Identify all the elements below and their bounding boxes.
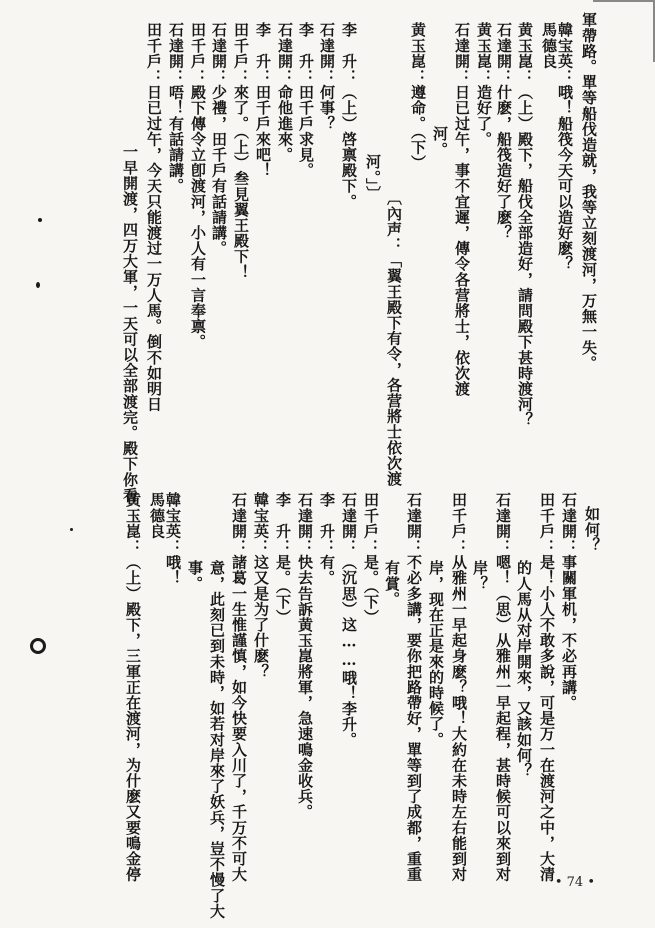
text-column: 韓宝英：哦！ (164, 492, 182, 586)
text-column: 石達開：命他進來。 (276, 22, 294, 163)
text-column: 黄玉崑：（上）殿下，船伐全部造好，請問殿下甚時渡河？ (516, 22, 534, 428)
text-column: 田千戶：來了。（上）叁見翼王殿下！ (232, 22, 250, 280)
text-column: 〔內声：「翼王殿下有令，各营將士依次渡 (385, 190, 403, 487)
text-column: 馬德良 (540, 22, 558, 69)
text-column: 軍帶路。單等船伐造就，我等立刻渡河，万無一失。 (580, 12, 598, 371)
punch-hole-mark (30, 638, 46, 654)
text-column: 黄玉崑：遵命。（下） (409, 22, 427, 171)
scan-speck (70, 528, 73, 531)
text-column: 韓宝英：这又是为了什麽？ (252, 492, 270, 680)
text-column: 河。 (431, 126, 449, 158)
text-column: 石達開：諸葛一生惟謹慎，如今快要入川了，千万不可大 (230, 492, 248, 882)
scan-speck (38, 218, 42, 222)
text-column: 韓宝英：哦！船筏今天可以造好麽？ (556, 22, 574, 272)
text-column: 黄玉崑：（上）殿下，三軍正在渡河，为什麽又要鳴金停 (124, 492, 142, 882)
text-column: 如何？ (583, 506, 601, 553)
text-column: 石達開：嗯！（思）从雅州一早起程，甚時候可以來到对 (494, 492, 512, 882)
text-column: 黄玉崑：造好了。 (475, 22, 493, 147)
text-column: 石達開：何事？ (318, 22, 336, 132)
text-column: 田千戶：是。（下） (362, 492, 380, 625)
text-column: 有賞。 (383, 560, 401, 607)
text-column: 意，此刻已到未時，如若对岸來了妖兵，豈不慢了大 (208, 560, 226, 919)
text-column: 岸，现在正是來的時候了。 (427, 560, 445, 748)
text-column: 李 升：（上）啓禀殿下。 (340, 22, 358, 210)
text-column: 事。 (186, 560, 204, 592)
text-column: 石達開：不必多講，要你把路帶好，單等到了成都，重重 (405, 492, 423, 882)
text-column: 石達開：什麽，船筏造好了麽？ (495, 22, 513, 241)
page-number: • 74 • (554, 875, 595, 890)
text-column: 石達開：事關軍机，不必再講。 (560, 492, 578, 711)
text-column: 河。」〕 (364, 154, 382, 202)
text-column: 李 升：田千戶來吧！ (254, 22, 272, 178)
text-column: 李 升：是。（下） (274, 492, 292, 625)
text-column: 田千戶：是！小人不敢多說，可是万一在渡河之中，大清 (538, 492, 556, 882)
text-column: 石達開：日已过午，事不宜遲，傳令各营將士，依次渡 (453, 22, 471, 397)
scan-speck (36, 282, 40, 288)
text-column: 馬德良 (148, 492, 166, 539)
text-column: 田千戶：殿下傳令立卽渡河，小人有一言奉禀。 (189, 22, 207, 350)
text-column: 田千戶：从雅州一早起身麽？哦！大約在未時左右能到对 (450, 492, 468, 882)
text-column: 田千戶：日已过午，今天只能渡过一万人馬。倒不如明日 (145, 22, 163, 412)
text-column: 一早開渡，四万大軍，一天可以全部渡完。殿下你看 (121, 144, 139, 503)
text-column: 岸？ (471, 560, 489, 592)
text-column: 李 升：有。 (318, 492, 336, 586)
text-column: 李 升：田千戶求見。 (297, 22, 315, 178)
text-column: 石達開：少禮，田千戶有話請講。 (210, 22, 228, 256)
text-column: 石達開：（沉思）这……哦！李升。 (340, 492, 358, 748)
page-corner-edge (593, 0, 655, 62)
text-column: 石達開：快去告訴黄玉崑將軍，急速鳴金收兵。 (296, 492, 314, 820)
text-column: 石達開：唔！有話請講。 (167, 22, 185, 194)
text-column: 的人馬从对岸開來，又該如何？ (515, 560, 533, 779)
